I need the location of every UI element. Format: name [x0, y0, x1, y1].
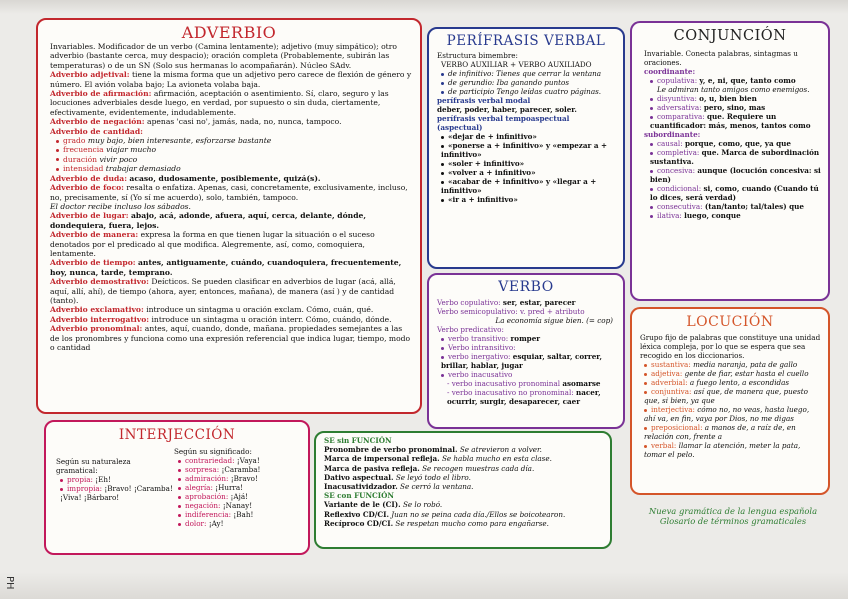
- locucion-list: [640, 360, 822, 459]
- tiempo-label: Adverbio de tiempo:: [50, 258, 136, 268]
- interrogativo-label: Adverbio interrogativo:: [50, 314, 150, 324]
- list-item: «dejar de + infinitivo»: [441, 132, 617, 141]
- right-heading: Según su significado:: [174, 447, 252, 456]
- predicativo-label: Verbo predicativo:: [437, 325, 504, 334]
- interjeccion-card: [44, 420, 310, 555]
- duda-text: acaso, dudosamente, posiblemente, quizá(s).: [129, 173, 321, 183]
- conjuncion-card: [630, 21, 830, 301]
- predicativo-list: [437, 334, 617, 379]
- copulativo-text: ser, estar, parecer: [502, 298, 576, 307]
- list-item: negación: ¡Nanay!: [178, 501, 302, 510]
- aspectual-label: perífrasis verbal tempoaspectual (aspectual): [437, 114, 570, 132]
- foco-label: Adverbio de foco:: [50, 183, 124, 193]
- exclamativo-text: introduce un sintagma u oración exclam. Cómo, cuán, qué.: [146, 305, 374, 315]
- pronominal-text: antes, aquí, cuando, donde, mañana. propiedades semejantes a las de los pronombres y funciona como una expresión referencial que indica lugar, tiempo, modo o cantidad: [50, 324, 411, 352]
- list-item: frecuencia viajar mucho: [56, 145, 412, 154]
- cantidad-list: [50, 136, 412, 174]
- perifrasis-structure: Estructura bimembre:: [437, 51, 518, 60]
- subordinante-label: subordinante:: [644, 130, 701, 139]
- list-item: duración vivir poco: [56, 155, 412, 164]
- list-item: causal: porque, como, que, ya que: [650, 139, 822, 148]
- list-item: «soler + infinitivo»: [441, 159, 617, 168]
- pronominal-label: Adverbio pronominal:: [50, 324, 143, 334]
- list-item: intensidad trabajar demasiado: [56, 164, 412, 173]
- list-item: completiva: que. Marca de subordinación sustantiva.: [650, 148, 820, 166]
- list-item: verbal: llamar la atención, meter la pata, tomar el pelo.: [644, 441, 801, 459]
- list-item: de gerundio: Iba ganando puntos: [441, 78, 617, 87]
- tiempo-text: antes, antiguamente, cuándo, cuandoquiera, frecuentemente, hoy, nunca, tarde, temprano.: [50, 258, 402, 277]
- list-item: «ponerse a + infinitivo» y «empezar a + infinitivo»: [441, 141, 608, 159]
- verbo-card: [427, 273, 625, 429]
- se-body: [316, 433, 610, 528]
- foco-example: El doctor recibe incluso los sábados.: [50, 201, 191, 211]
- list-item: verbo transitivo: romper: [441, 334, 617, 343]
- adjetival-text: tiene la misma forma que un adjetivo pero carece de flexión de género y número. El avión volaba bajo; La avioneta volaba baja.: [50, 70, 412, 89]
- adjetival-label: Adverbio adjetival:: [50, 70, 130, 80]
- modal-text: deber, poder, haber, parecer, soler.: [437, 105, 577, 114]
- semicopulativo-example: La economía sigue bien. (= cop): [495, 316, 613, 325]
- list-item: condicional: si, como, cuando (Cuando tú lo dices, será verdad): [650, 184, 819, 202]
- lugar-label: Adverbio de lugar:: [50, 211, 129, 221]
- left-heading: Según su naturaleza gramatical:: [56, 457, 131, 475]
- foco-text: resalta o enfatiza. Apenas, casi, concretamente, exclusivamente, incluso, no, precisamente, sí (Yo sí me acuerdo), solo, también, tampoco.: [50, 183, 408, 202]
- semicopulativo-label: Verbo semicopulativo:: [437, 307, 518, 316]
- left-list: [56, 475, 174, 502]
- coordinante-list: [644, 76, 822, 130]
- adverbio-intro: Invariables. Modificador de un verbo (Camina lentamente); adjetivo (muy simpático); otro adverbio (bastante cerca, muy despacio); oración completa (Probablemente, subirán las temperaturas) o de un SN (Solo sus hermanas lo acompañarán). Núcleo SAdv.: [50, 42, 397, 70]
- list-item: conjuntiva: así que, de manera que, puesto que, si bien, ya que: [644, 387, 808, 405]
- inacusativo-pronominal: - verbo inacusativo pronominal asomarse: [447, 379, 601, 388]
- exclamativo-label: Adverbio exclamativo:: [50, 305, 144, 315]
- list-item: alegría: ¡Hurra!: [178, 483, 302, 492]
- list-item: Pronombre de verbo pronominal. Se atrevieron a volver.: [324, 445, 542, 455]
- list-item: impropia: ¡Bravo! ¡Caramba! ¡Viva! ¡Bárbaro!: [60, 484, 173, 502]
- list-item: disyuntiva: o, u, bien bien: [650, 94, 822, 103]
- adverbio-body: [38, 41, 420, 352]
- caption-line-1: Nueva gramática de la lengua española: [648, 506, 818, 516]
- list-item: dolor: ¡Ay!: [178, 519, 302, 528]
- locucion-intro: Grupo fijo de palabras que constituye una unidad léxica compleja, por lo que se espera que sea recogido en los diccionarios.: [640, 333, 821, 360]
- conjuncion-intro: Invariable. Conecta palabras, sintagmas u oraciones.: [644, 49, 798, 67]
- list-item: verbo inergativo: esquiar, saltar, correr, brillar, hablar, jugar: [441, 352, 603, 370]
- verbo-body: [429, 297, 623, 406]
- list-item: propia: ¡Eh!: [60, 475, 174, 484]
- list-item: «volver a + infinitivo»: [441, 168, 617, 177]
- se-con-label: SE con FUNCIÓN: [324, 491, 394, 501]
- interrogativo-text: introduce un sintagma u oración interr. Cómo, cuándo, dónde.: [151, 314, 392, 324]
- list-item: Reflexivo CD/CI. Juan no se peina cada día./Ellos se boicotearon.: [324, 509, 566, 519]
- page-top-edge: [0, 0, 848, 14]
- coordinante-label: coordinante:: [644, 67, 696, 76]
- list-item: interjectiva: cómo no, no veas, hasta luego, ahí va, en fin, vaya por Dios, no me digas: [644, 405, 810, 423]
- conjuncion-body: [632, 47, 828, 220]
- list-item: adversativa: pero, sino, mas: [650, 103, 822, 112]
- list-item: comparativa: que. Requiere un cuantificador: más, menos, tantos como: [650, 112, 811, 130]
- demostrativo-text: Deícticos. Se pueden clasificar en adverbios de lugar (acá, allá, aquí, allí, ahí), de tiempo (ahora, ayer, entonces, mañana), de manera (así ) y de cantidad (tanto).: [50, 277, 396, 305]
- list-item: Dativo aspectual. Se leyó todo el libro.: [324, 472, 471, 482]
- manera-label: Adverbio de manera:: [50, 230, 139, 240]
- list-item: adjetiva: gente de fiar, estar hasta el cuello: [644, 369, 822, 378]
- list-item: admiración: ¡Bravo!: [178, 474, 302, 483]
- locucion-card: [630, 307, 830, 495]
- demostrativo-label: Adverbio demostrativo:: [50, 277, 149, 287]
- interjeccion-left: [56, 447, 174, 528]
- caption-line-2: Glosario de términos gramaticales: [659, 516, 807, 526]
- list-item: Inacusatividzador. Se cerró la ventana.: [324, 482, 474, 492]
- list-item: concesiva: aunque (locución concesiva: si bien): [650, 166, 821, 184]
- interjeccion-body: [46, 445, 308, 528]
- list-item: copulativa: y, e, ni, que, tanto como Le admiran tanto amigos como enemigos.: [650, 76, 822, 94]
- source-caption: [626, 506, 840, 526]
- subordinante-list: [644, 139, 822, 220]
- list-item: indiferencia: ¡Bah!: [178, 510, 302, 519]
- verbo-title: VERBO: [498, 279, 554, 295]
- semicopulativo-text: v. pred + atributo: [519, 307, 585, 316]
- inacusativo-no-pronominal: - verbo inacusativo no pronominal: nacer, ocurrir, surgir, desaparecer, caer: [447, 388, 601, 406]
- negacion-label: Adverbio de negación:: [50, 117, 145, 127]
- se-card: [314, 431, 612, 549]
- list-item: de participio Tengo leídas cuatro páginas.: [441, 87, 617, 96]
- lugar-text: abajo, acá, adonde, afuera, aquí, cerca, delante, dónde, dondequiera, fuera, lejos.: [50, 211, 366, 230]
- locucion-title: LOCUCIÓN: [686, 314, 774, 330]
- list-item: grado muy bajo, bien interesante, esforzarse bastante: [56, 136, 412, 145]
- list-item: sorpresa: ¡Caramba!: [178, 465, 302, 474]
- list-item: preposicional: a manos de, a raíz de, en relación con, frente a: [644, 423, 796, 441]
- right-list: [174, 456, 302, 528]
- list-item: de infinitivo: Tienes que cerrar la ventana: [441, 69, 617, 78]
- list-item: verbo inacusativo: [441, 370, 617, 379]
- perifrasis-list: [437, 69, 617, 96]
- interjeccion-right: [174, 447, 302, 528]
- perifrasis-formula: VERBO AUXILIAR + VERBO AUXILIADO: [441, 60, 592, 69]
- page-bottom-edge: [0, 572, 848, 599]
- list-item: contrariedad: ¡Vaya!: [178, 456, 302, 465]
- page-number: PH: [4, 576, 15, 590]
- afirmacion-label: Adverbio de afirmación:: [50, 89, 152, 99]
- list-item: Verbo intransitivo:: [441, 343, 617, 352]
- list-item: consecutiva: (tan/tanto; tal/tales) que: [650, 202, 822, 211]
- list-item: adverbial: a fuego lento, a escondidas: [644, 378, 822, 387]
- list-item: Variante de le (CI). Se lo robó.: [324, 500, 443, 510]
- perifrasis-body: [429, 50, 623, 204]
- manera-text: expresa la forma en que tienen lugar la situación o el suceso denotados por el predicado al que modifica. Alegremente, así, como, comoquiera, lentamente.: [50, 230, 375, 258]
- conjuncion-title: CONJUNCIÓN: [673, 28, 787, 44]
- interjeccion-title: INTERJECCIÓN: [118, 427, 236, 443]
- list-item: Recíproco CD/CI. Se respetan mucho como para engañarse.: [324, 518, 549, 528]
- adverbio-title: ADVERBIO: [181, 23, 277, 42]
- perifrasis-card: [427, 27, 625, 269]
- aspectual-list: [437, 132, 617, 204]
- list-item: «ir a + infinitivo»: [441, 195, 617, 204]
- list-item: «acabar de + infinitivo» y «llegar a + infinitivo»: [441, 177, 597, 195]
- perifrasis-title: PERÍFRASIS VERBAL: [446, 33, 606, 49]
- list-item: aprobación: ¡Ajá!: [178, 492, 302, 501]
- afirmacion-text: afirmación, aceptación o asentimiento. Sí, claro, seguro y las locuciones adverbiales desde luego, en verdad, por supuesto o sin duda, ciertamente, efectivamente, evidentemente, indudablemente.: [50, 89, 389, 117]
- adverbio-card: [36, 18, 422, 414]
- cantidad-label: Adverbio de cantidad:: [50, 126, 143, 136]
- duda-label: Adverbio de duda:: [50, 173, 127, 183]
- locucion-body: [632, 332, 828, 459]
- se-sin-label: SE sin FUNCIÓN: [324, 436, 392, 445]
- list-item: Marca de pasiva refleja. Se recogen muestras cada día.: [324, 463, 535, 473]
- copulativo-label: Verbo copulativo:: [437, 298, 501, 307]
- modal-label: perífrasis verbal modal: [437, 96, 531, 105]
- list-item: ilativa: luego, conque: [650, 211, 822, 220]
- list-item: Marca de impersonal refleja. Se habla mucho en esta clase.: [324, 454, 552, 464]
- list-item: sustantiva: media naranja, pata de gallo: [644, 360, 822, 369]
- negacion-text: apenas 'casi no', jamás, nada, no, nunca, tampoco.: [147, 117, 342, 127]
